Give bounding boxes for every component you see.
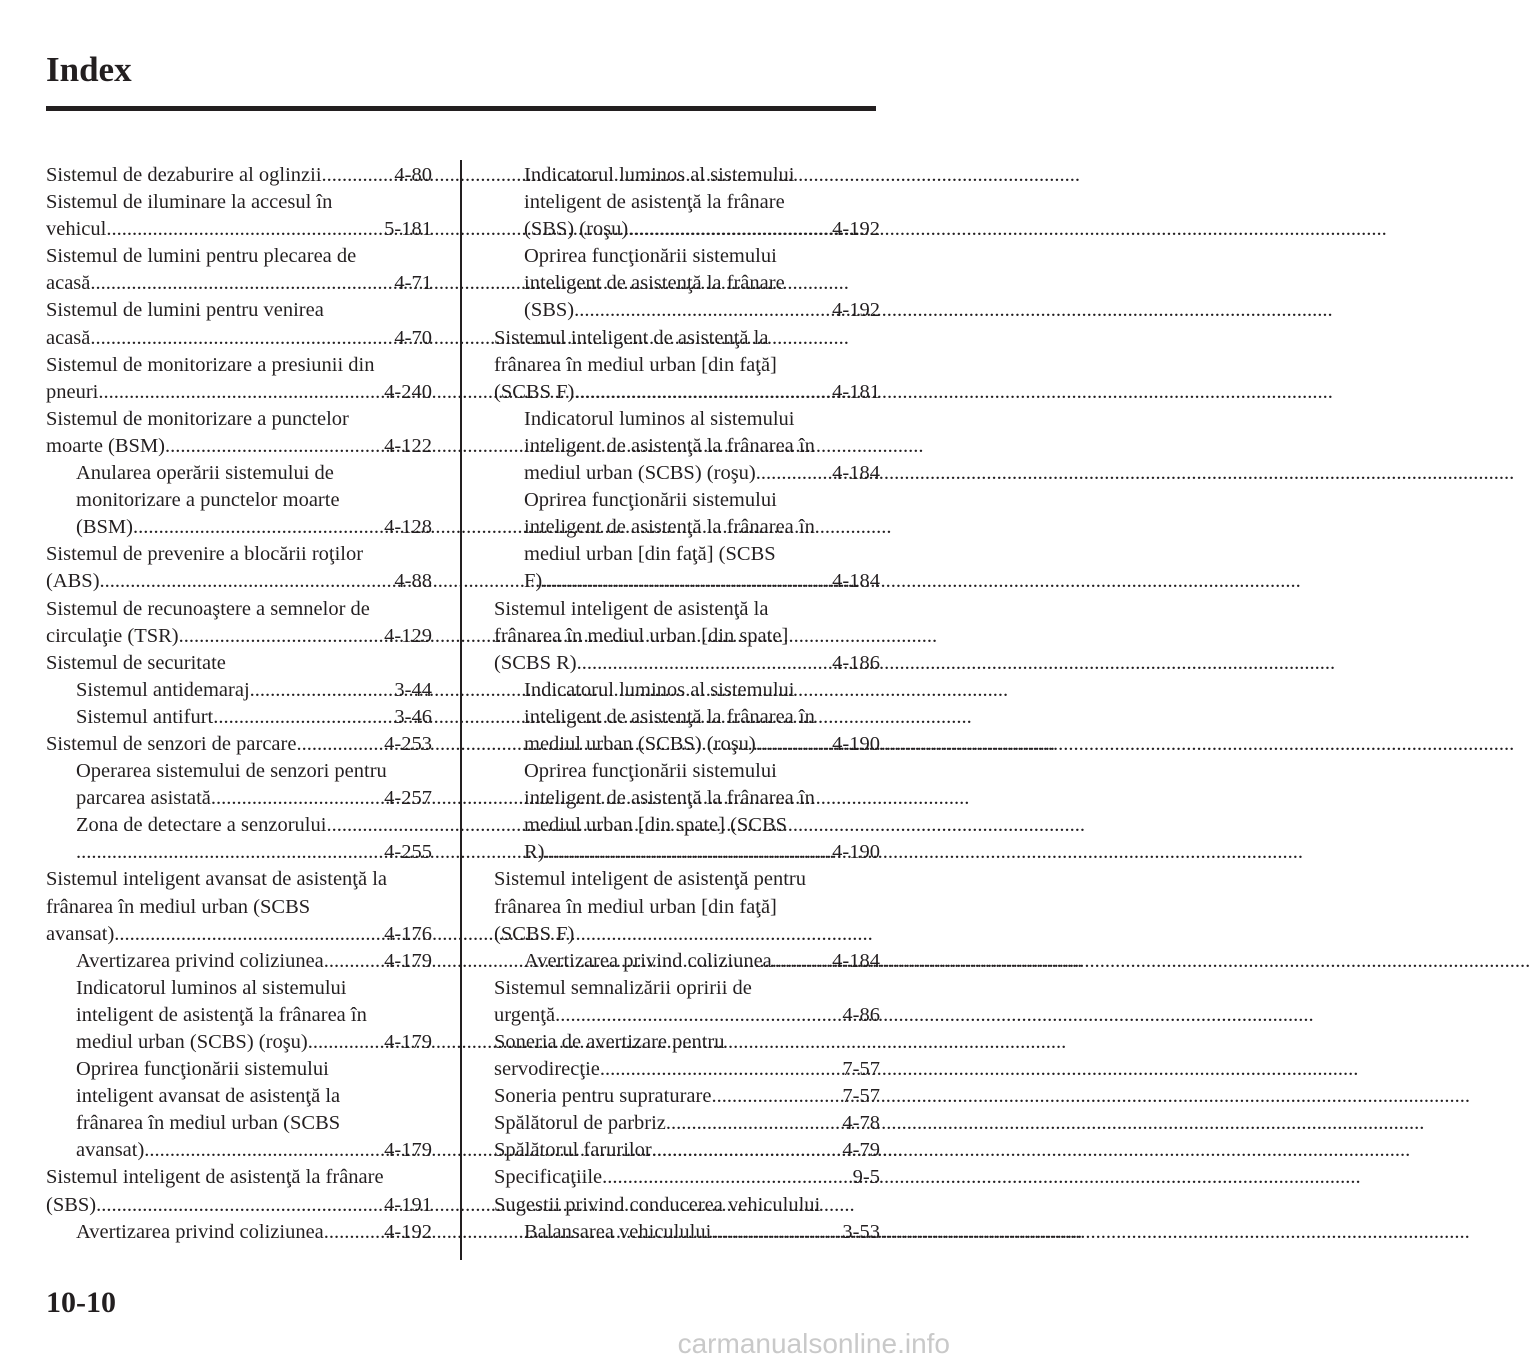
index-entry-line [46,1192,432,1219]
leader-dots [213,704,394,731]
page-reference: 4-88 [394,570,432,593]
entry-text: (SCBS F) [494,380,575,403]
index-entry [494,948,880,975]
index-entry [46,1219,432,1246]
index-entry-line [46,270,432,297]
entry-text: Indicatorul luminos al sistemului [76,976,347,999]
entry-text: Sistemul de senzori de parcare [46,732,297,755]
index-subentry-line [46,1219,432,1246]
index-subentry-line [46,677,432,704]
page-reference: 4-190 [832,841,880,864]
index-entry-line [46,243,432,270]
entry-text: (SBS) [46,1193,97,1216]
index-subentry-line [46,812,432,839]
entry-text: Soneria pentru supraturare [494,1085,712,1108]
index-subentry-line [494,731,880,758]
leader-dots [211,785,384,812]
entry-text: mediul urban (SCBS) (roşu) [76,1031,308,1053]
entry-text: Sistemul de lumini pentru venirea [46,299,324,322]
index-entry [494,1110,880,1137]
index-entry-line [494,921,880,948]
entry-text: Operarea sistemului de senzori pentru [76,760,387,783]
index-entry [494,1083,880,1110]
index-subentry-line [46,1083,432,1110]
index-subentry-line [46,948,432,975]
entry-text: frânarea în mediul urban (SCBS [46,895,311,918]
page-reference: 4-255 [384,841,432,864]
page-reference: 4-176 [384,922,432,945]
index-subentry-line [494,189,880,216]
index-subentry-line [46,1002,432,1029]
index-entry [46,1056,432,1164]
entry-text: frânarea în mediul urban (SCBS [76,1112,341,1135]
index-subentry-line [46,839,432,866]
index-subentry-line [46,785,432,812]
index-entry-line [46,1164,432,1191]
index-entry-line [46,379,432,406]
leader-dots [577,650,833,677]
index-entry [46,677,432,704]
entry-text: Specificaţiile [494,1166,603,1189]
watermark: carmanualsonline.info [677,1328,950,1359]
leader-dots [711,1219,842,1246]
index-entry [494,1029,880,1083]
entry-text: inteligent de asistenţă la frânarea în [524,705,815,728]
index-entry [494,677,880,758]
index-entry [46,352,432,406]
leader-dots [555,1002,842,1029]
index-subentry-line [494,541,880,568]
entry-text: Sistemul inteligent de asistenţă la [494,326,769,349]
index-entry [46,704,432,731]
index-entry-line [46,894,432,921]
page-reference: 4-184 [832,949,880,972]
leader-dots [179,623,385,650]
page-reference: 4-184 [832,570,880,593]
page-number: 10-10 [46,1286,116,1319]
entry-text: Avertizarea privind coliziunea [76,1220,324,1243]
entry-text: Sistemul de iluminare la accesul în [46,191,333,214]
entry-text: (SCBS F) [494,922,575,945]
index-subentry-line [494,270,880,297]
index-entry [46,189,432,243]
leader-dots [756,460,832,487]
index-entry-line [46,433,432,460]
entry-text: inteligent de asistenţă la frânare [524,191,785,214]
index-entry-line [46,216,432,243]
leader-dots [574,297,832,324]
page-reference: 4-179 [384,1031,432,1053]
index-subentry-line [494,704,880,731]
page-reference: 4-191 [384,1193,432,1216]
index-entry [494,758,880,866]
page-reference: 4-192 [832,299,880,322]
index-subentry-line [494,948,880,975]
entry-text: inteligent de asistenţă la frânarea în [76,1003,367,1026]
entry-text: (ABS) [46,570,100,593]
index-entry [494,243,880,324]
page-reference: 4-129 [384,624,432,647]
entry-text: parcarea asistată [76,787,211,810]
page-reference: 9-5 [852,1166,880,1189]
index-entry [494,1219,880,1246]
index-subentry-line [494,568,880,595]
index-entry [46,243,432,297]
index-entry [494,1192,880,1219]
entry-text: Avertizarea privind coliziunea [76,949,324,972]
leader-dots [133,514,384,541]
entry-text: (BSM) [76,516,133,539]
leader-dots [326,812,432,839]
entry-text: Sugestii privind conducerea vehiculului [494,1193,821,1216]
index-entry [46,975,432,1056]
entry-text: frânarea în mediul urban [din faţă] [494,353,777,376]
entry-text: monitorizare a punctelor moarte [76,489,340,512]
index-entry-line [494,1029,880,1056]
entry-text: mediul urban [din faţă] (SCBS [524,543,776,566]
entry-text: R) [524,841,545,864]
page-reference: 5-181 [384,218,432,241]
index-column-right [494,162,880,1246]
page-reference: 4-253 [384,732,432,755]
page-reference: 4-80 [394,164,432,186]
index-subentry-line [46,487,432,514]
entry-text: avansat) [76,1139,145,1162]
index-entry [46,866,432,947]
leader-dots [324,948,384,975]
index-entry [494,975,880,1029]
entry-text: inteligent de asistenţă la frânarea în [524,787,815,810]
page-reference: 7-57 [842,1058,880,1081]
entry-text: inteligent de asistenţă la frânare [524,272,785,295]
entry-text: Anularea operării sistemului de [76,462,334,485]
entry-text: Sistemul inteligent de asistenţă la [494,597,769,620]
entry-text: Soneria de avertizare pentru [494,1031,725,1053]
index-entry-line [46,623,432,650]
leader-dots [652,1137,843,1164]
index-entry-line [494,1002,880,1029]
index-entry [494,487,880,595]
page-reference: 4-179 [384,949,432,972]
index-subentry-line [46,758,432,785]
leader-dots [90,270,394,297]
entry-text: Sistemul de monitorizare a presiunii din [46,353,375,376]
page-reference: 7-57 [842,1085,880,1108]
leader-dots [144,1137,384,1164]
index-subentry-line [46,1056,432,1083]
page-reference: 4-184 [832,462,880,485]
index-entry-line [46,731,432,758]
index-entry [46,460,432,541]
index-entry-line [494,1192,880,1219]
index-entry-line [494,1164,880,1191]
index-entry-line [494,352,880,379]
index-entry [46,812,432,866]
index-entry [46,731,432,758]
leader-dots [90,325,394,352]
leader-dots [98,379,384,406]
leader-dots [545,839,833,866]
entry-text: Sistemul inteligent avansat de asistenţă la [46,868,388,891]
leader-dots [711,1083,842,1110]
column-divider [460,160,462,1260]
leader-dots [96,1192,384,1219]
entry-text: Balansarea vehiculului [524,1220,712,1243]
index-entry [46,541,432,595]
index-entry-line [46,297,432,324]
index-entry-line [46,921,432,948]
page-reference: 4-79 [842,1139,880,1162]
leader-dots [250,677,395,704]
index-entry [494,325,880,406]
page-reference: 3-53 [842,1220,880,1243]
page-reference: 4-240 [384,380,432,403]
index-subentry-line [494,297,880,324]
leader-dots [666,1110,843,1137]
header-rule [46,106,876,111]
entry-text: Sistemul de monitorizare a punctelor [46,407,349,430]
entry-text: inteligent avansat de asistenţă la [76,1085,341,1108]
index-entry-line [494,1110,880,1137]
leader-dots [756,731,832,758]
index-entry [46,650,432,677]
page-reference: 4-122 [384,434,432,457]
index-subentry-line [494,677,880,704]
index-entry-line [46,568,432,595]
index-subentry-line [46,1110,432,1137]
entry-text: circulaţie (TSR) [46,624,179,647]
leader-dots [600,1056,843,1083]
index-entry-line [494,1083,880,1110]
index-subentry-line [494,839,880,866]
entry-text: frânarea în mediul urban [din spate] [494,624,789,647]
entry-text: Avertizarea privind coliziunea [524,949,772,972]
page-reference: 4-86 [842,1003,880,1026]
entry-text: Sistemul inteligent de asistenţă la frânare [46,1166,384,1189]
leader-dots [106,216,384,243]
index-entry-line [494,975,880,1002]
entry-text: Sistemul antidemaraj [76,678,250,701]
index-entry-line [494,866,880,893]
entry-text: (SBS) (roşu) [524,218,629,241]
index-entry [46,406,432,460]
index-entry-line [46,352,432,379]
entry-text: mediul urban [din spate] (SCBS [524,814,788,837]
leader-dots [628,216,832,243]
index-subentry-line [46,1029,432,1056]
index-entry-line [46,541,432,568]
index-subentry-line [494,514,880,541]
index-subentry-line [494,433,880,460]
entry-text: avansat) [46,922,115,945]
leader-dots [574,379,832,406]
index-entry-line [494,623,880,650]
index-entry-line [494,596,880,623]
leader-dots [602,1164,853,1191]
page-reference: 4-192 [832,218,880,241]
index-entry-line [494,325,880,352]
index-entry-line [494,650,880,677]
index-entry [46,297,432,351]
leader-dots [100,568,395,595]
index-entry [46,162,432,189]
page-reference: 4-71 [394,272,432,295]
index-entry [46,596,432,650]
leader-dots [165,433,384,460]
index-entry-line [46,406,432,433]
index-entry-line [494,894,880,921]
page-reference: 4-128 [384,516,432,539]
page-reference: 3-46 [394,705,432,728]
index-subentry-line [46,460,432,487]
index-entry [494,866,880,947]
entry-text: Sistemul de lumini pentru plecarea de [46,245,357,268]
index-subentry-line [494,243,880,270]
index-subentry-line [494,487,880,514]
page-title: Index [46,50,132,89]
entry-text: Oprirea funcţionării sistemului [524,245,777,268]
entry-text: inteligent de asistenţă la frânarea în [524,434,815,457]
index-entry-line [46,596,432,623]
index-entry [46,1164,432,1218]
index-entry [494,596,880,677]
index-subentry-line [494,785,880,812]
entry-text: mediul urban (SCBS) (roşu) [524,732,756,755]
index-entry [494,406,880,487]
page-reference: 4-181 [832,380,880,403]
index-subentry-line [494,1219,880,1246]
index-entry [494,1137,880,1164]
page-reference: 4-192 [384,1220,432,1243]
entry-text: Spălătorul farurilor [494,1139,652,1162]
entry-text: Zona de detectare a senzorului [76,814,327,837]
entry-text: inteligent de asistenţă la frânarea în [524,516,815,539]
index-subentry-line [494,162,880,189]
entry-text: (SCBS R) [494,651,577,674]
entry-text: Indicatorul luminos al sistemului [524,407,795,430]
entry-text: Sistemul de securitate [46,651,226,674]
entry-text: vehicul [46,218,107,241]
index-entry-line [46,162,432,189]
entry-text: Sistemul de prevenire a blocării roţilor [46,543,364,566]
entry-text: Oprirea funcţionării sistemului [524,760,777,783]
entry-text: servodirecţie [494,1058,600,1081]
leader-dots [308,1029,384,1056]
page-reference: 4-179 [384,1139,432,1162]
index-entry [494,162,880,243]
entry-text: Sistemul de dezaburire al oglinzii [46,164,322,186]
entry-text: Sistemul de recunoaştere a semnelor de [46,597,370,620]
entry-text: Spălătorul de parbriz [494,1112,666,1135]
index-entry-line [46,650,432,677]
entry-text: mediul urban (SCBS) (roşu) [524,462,756,485]
page-reference: 4-78 [842,1112,880,1135]
index-column-left [46,162,432,1246]
leader-dots [324,1219,384,1246]
page-reference: 4-257 [384,787,432,810]
index-entry-line [46,189,432,216]
index-subentry-line [46,514,432,541]
entry-text: (SBS) [524,299,575,322]
entry-text: F) [524,570,543,593]
leader-dots [296,731,384,758]
index-entry [494,1164,880,1191]
entry-text: pneuri [46,380,99,403]
page-reference: 3-44 [394,678,432,701]
index-subentry-line [494,216,880,243]
entry-text: Indicatorul luminos al sistemului [524,164,795,186]
index-subentry-line [494,406,880,433]
entry-text: Sistemul semnalizării opririi de [494,976,752,999]
entry-text: frânarea în mediul urban [din faţă] [494,895,777,918]
entry-text: Oprirea funcţionării sistemului [524,489,777,512]
page-reference: 4-186 [832,651,880,674]
index-subentry-line [46,704,432,731]
index-entry [46,758,432,812]
leader-dots [772,948,832,975]
index-entry-line [46,866,432,893]
index-subentry-line [494,758,880,785]
entry-text: Indicatorul luminos al sistemului [524,678,795,701]
entry-text: Sistemul inteligent de asistenţă pentru [494,868,806,891]
index-entry-line [494,1056,880,1083]
index-entry-line [494,379,880,406]
leader-dots [542,568,832,595]
entry-text: moarte (BSM) [46,434,165,457]
leader-dots [114,921,384,948]
index-subentry-line [494,460,880,487]
page-reference: 4-70 [394,326,432,349]
index-subentry-line [46,975,432,1002]
entry-text: acasă [46,326,91,349]
index-subentry-line [46,1137,432,1164]
index-subentry-line [494,812,880,839]
entry-text: acasă [46,272,91,295]
entry-text: urgenţă [494,1003,556,1026]
entry-text: Oprirea funcţionării sistemului [76,1058,329,1081]
index-entry-line [46,325,432,352]
index-entry-line [494,1137,880,1164]
leader-dots [76,839,384,866]
leader-dots [322,162,395,189]
page-reference: 4-190 [832,732,880,755]
entry-text: Sistemul antifurt [76,705,214,728]
index-entry [46,948,432,975]
